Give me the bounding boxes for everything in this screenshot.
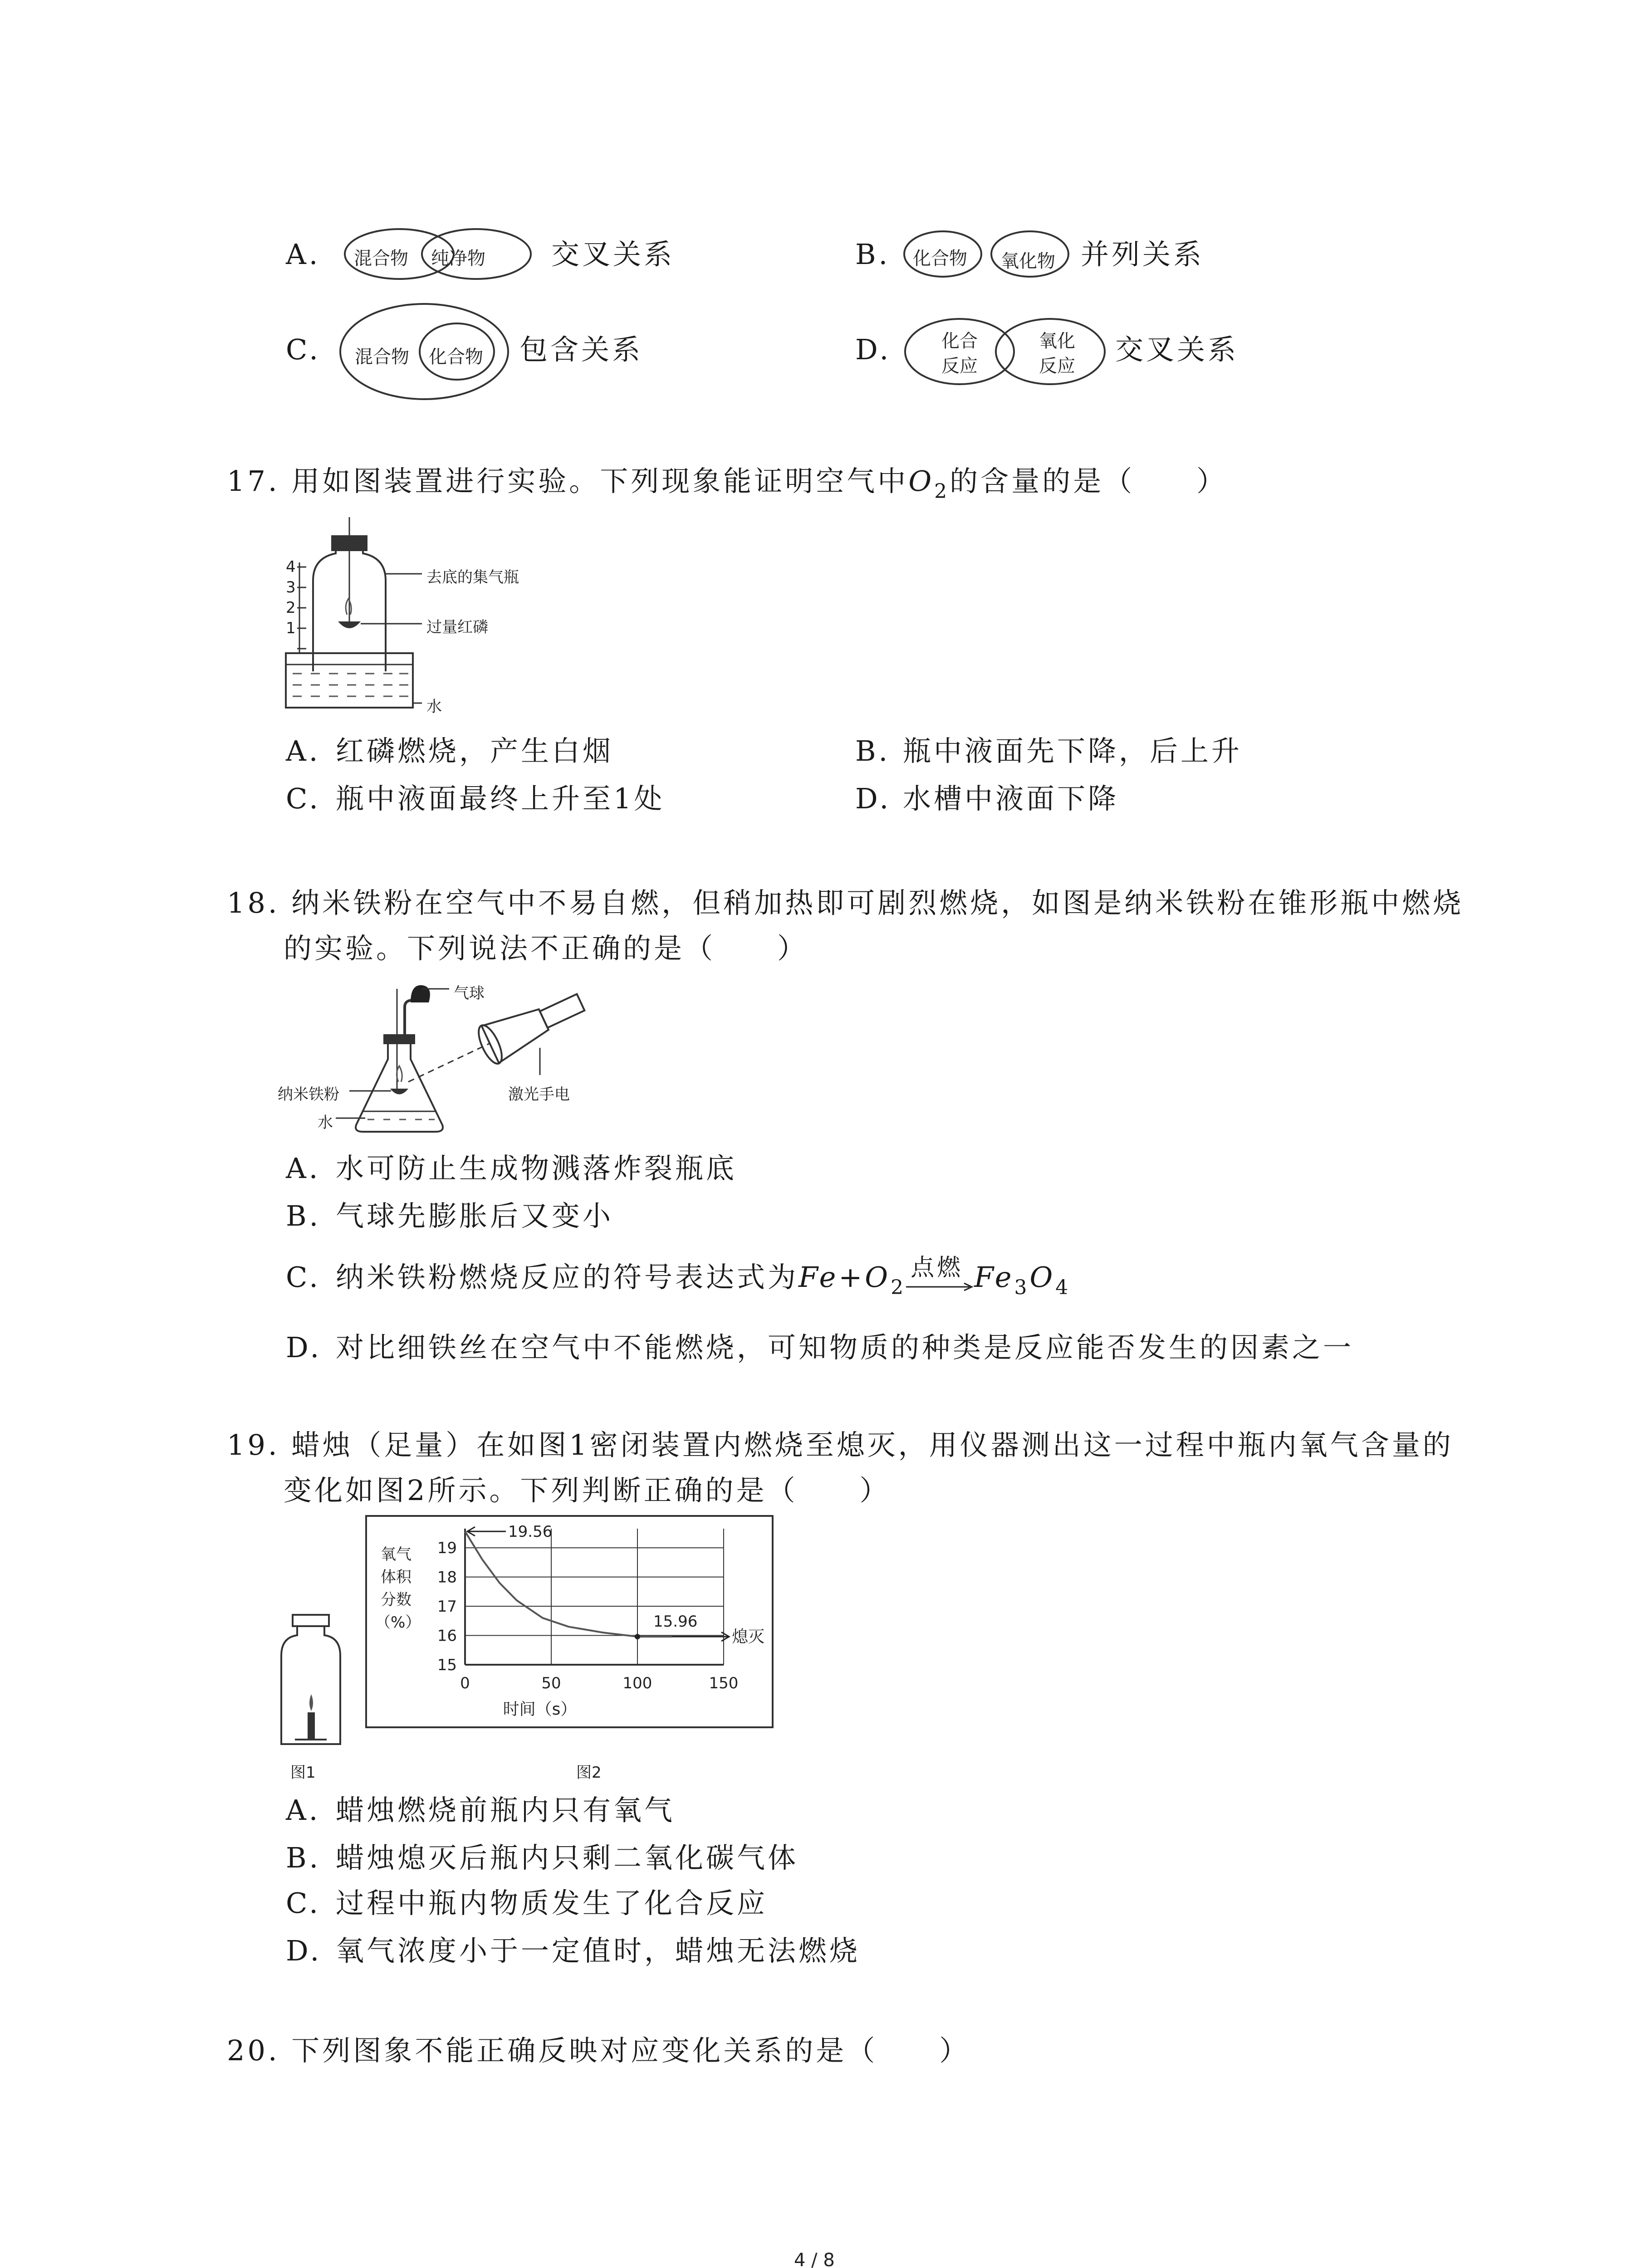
venn-right-label: 纯净物 [431,248,485,269]
scale-mark-4: 4 [286,558,296,576]
option-letter: B. [855,238,891,271]
option-text-with-equation: 纳米铁粉燃烧反应的符号表达式为$Fe+O_2$ 点燃 $Fe_3O_4$ [336,1254,1071,1299]
y-tick-label: 17 [437,1598,457,1616]
option-text: 气球先膨胀后又变小 [336,1199,614,1232]
option-letter: C. [286,1887,321,1920]
option-text: 对比细铁丝在空气中不能燃烧，可知物质的种类是反应能否发生的因素之一 [336,1331,1354,1364]
option-letter: D. [286,1331,322,1364]
oxygen-content-chart [365,1515,774,1728]
question-stem-line1: 18. 纳米铁粉在空气中不易自燃，但稍加热即可剧烈燃烧，如图是纳米铁粉在锥形瓶中燃烧 [227,886,1464,919]
figure-2-caption: 图2 [576,1764,602,1782]
question-stem-line2: 的实验。下列说法不正确的是（ ） [284,932,808,965]
scale-mark-1: 1 [286,619,296,637]
venn-left-label-line2: 反应 [941,356,978,376]
relation-text: 交叉关系 [551,238,675,271]
y-axis-label-line3: 分数 [381,1591,411,1609]
chart-plot-area [365,1515,774,1728]
x-tick-label: 0 [460,1674,470,1692]
x-tick-label: 50 [541,1674,561,1692]
reaction-condition: 点燃 [911,1254,964,1281]
y-tick-label: 18 [437,1568,457,1587]
venn-outer-label: 混合物 [355,347,409,367]
option-text: 水可防止生成物溅落炸裂瓶底 [336,1152,737,1185]
figure-1-caption: 图1 [290,1764,316,1782]
option-letter: A. [286,1794,321,1827]
option-text: 蜡烛燃烧前瓶内只有氧气 [336,1794,676,1827]
question-20-stem: 20. 下列图象不能正确反映对应变化关系的是（ ） [227,2034,970,2067]
option-text: 瓶中液面先下降，后上升 [903,734,1243,767]
venn-overlap-diagram [901,313,1114,390]
option-text: 氧气浓度小于一定值时，蜡烛无法燃烧 [336,1934,861,1967]
option-text: 水槽中液面下降 [903,782,1119,815]
x-tick-label: 100 [622,1674,652,1692]
label-red-phosphorus: 过量红磷 [426,618,488,636]
venn-right-label-line2: 反应 [1039,356,1075,376]
relation-text: 包含关系 [519,333,643,366]
venn-right-label: 氧化物 [1001,251,1055,272]
annotation-extinguish: 熄灭 [732,1628,765,1647]
scale-mark-3: 3 [286,578,296,596]
x-axis-label: 时间（s） [503,1700,577,1719]
label-laser-flashlight: 激光手电 [508,1085,570,1104]
y-tick-label: 15 [437,1656,457,1674]
venn-left-label: 化合物 [913,248,967,269]
option-letter: C. [286,1261,321,1294]
option-letter: A. [286,734,321,767]
sealed-bottle-candle-figure [277,1615,345,1751]
question-stem-line1: 19. 蜡烛（足量）在如图1密闭装置内燃烧至熄灭，用仪器测出这一过程中瓶内氧气含量的 [227,1428,1454,1461]
venn-right-label-line1: 氧化 [1039,331,1075,352]
option-text: 蜡烛熄灭后瓶内只剩二氧化碳气体 [336,1841,799,1874]
red-phosphorus-apparatus-figure [272,517,554,735]
question-stem: 17. 用如图装置进行实验。下列现象能证明空气中$O_2$的含量的是（ ） [227,464,1228,503]
option-letter: A. [286,1152,321,1185]
annotation-end-value: 15.96 [653,1613,698,1631]
label-balloon: 气球 [454,984,485,1002]
option-letter: B. [855,734,891,767]
x-tick-label: 150 [709,1674,739,1692]
oxygen-curve [465,1531,672,1637]
option-letter: C. [286,782,321,815]
annotation-start-value: 19.56 [508,1523,553,1541]
relation-text: 并列关系 [1081,238,1205,271]
y-tick-label: 19 [437,1539,457,1558]
y-axis-label-line1: 氧气 [381,1545,411,1564]
reaction-arrow-icon [906,1282,974,1291]
label-water: 水 [318,1114,333,1132]
y-tick-label: 16 [437,1627,457,1645]
option-letter: D. [855,333,892,366]
option-letter: D. [855,782,892,815]
label-bottle: 去底的集气瓶 [426,568,519,587]
option-letter: C. [286,333,321,366]
page-number: 4 / 8 [794,2250,835,2268]
y-axis-label-line2: 体积 [381,1568,411,1586]
label-water: 水 [426,698,442,716]
option-letter: A. [286,238,321,271]
venn-inner-label: 化合物 [429,347,483,367]
option-letter: B. [286,1199,321,1232]
venn-left-label-line1: 化合 [941,331,978,352]
relation-text: 交叉关系 [1115,333,1239,366]
option-text: 红磷燃烧，产生白烟 [336,734,614,767]
option-text: 过程中瓶内物质发生了化合反应 [336,1887,768,1920]
option-letter: B. [286,1841,321,1874]
option-text: 瓶中液面最终上升至1处 [336,782,665,815]
data-point [635,1634,640,1639]
label-nano-iron-powder: 纳米铁粉 [278,1085,339,1104]
y-axis-label-line4: （%） [375,1613,421,1632]
question-stem-line2: 变化如图2所示。下列判断正确的是（ ） [284,1474,891,1507]
option-letter: D. [286,1934,322,1967]
scale-mark-2: 2 [286,599,296,617]
venn-left-label: 混合物 [354,248,408,269]
